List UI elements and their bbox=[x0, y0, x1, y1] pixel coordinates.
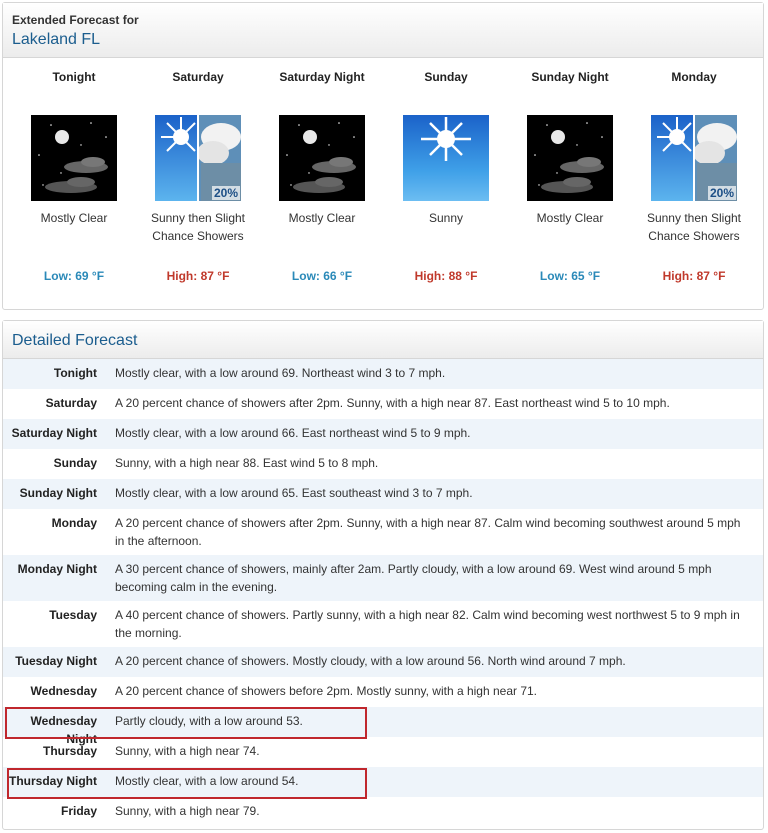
extended-forecast-subtitle: Extended Forecast for bbox=[12, 13, 139, 27]
period-temperature: High: 88 °F bbox=[414, 269, 478, 283]
forecast-row bbox=[3, 797, 763, 827]
row-label: Tuesday Night bbox=[15, 654, 97, 668]
location-title: Lakeland FL bbox=[12, 31, 101, 48]
detailed-forecast-panel bbox=[2, 320, 764, 830]
row-text: A 20 percent chance of showers before 2pm. Mostly sunny, with a high near 71. bbox=[115, 684, 538, 698]
night-clear-icon bbox=[279, 115, 365, 201]
precip-chance: 20% bbox=[709, 186, 734, 200]
period-description: Sunny then Slight Chance Showers bbox=[150, 211, 246, 243]
row-text: Sunny, with a high near 88. East wind 5 to 8 mph. bbox=[115, 456, 379, 470]
forecast-period[interactable] bbox=[260, 69, 384, 283]
row-label: Sunday bbox=[53, 456, 97, 470]
row-label: Thursday Night bbox=[8, 774, 97, 788]
period-name: Saturday Night bbox=[279, 70, 365, 84]
period-description: Mostly Clear bbox=[40, 211, 108, 225]
forecast-row bbox=[3, 389, 763, 419]
row-label: Monday bbox=[51, 516, 97, 530]
night-clear-icon bbox=[527, 115, 613, 201]
row-label: Wednesday Night bbox=[30, 714, 97, 746]
row-text: A 30 percent chance of showers, mainly after 2am. Partly cloudy, with a low around 69. West wind around 5 mph becoming calm in the evening. bbox=[115, 562, 712, 594]
forecast-row bbox=[3, 449, 763, 479]
period-name: Saturday bbox=[172, 70, 224, 84]
extended-forecast-header bbox=[3, 3, 763, 58]
precip-chance: 20% bbox=[213, 186, 238, 200]
row-text: A 20 percent chance of showers after 2pm. Sunny, with a high near 87. Calm wind becoming southwest around 5 mph in the afternoon. bbox=[115, 516, 741, 548]
period-temperature: High: 87 °F bbox=[662, 269, 726, 283]
row-label: Monday Night bbox=[17, 562, 97, 576]
period-description: Sunny then Slight Chance Showers bbox=[646, 211, 742, 243]
row-text: Sunny, with a high near 79. bbox=[115, 804, 260, 818]
sun-shower-icon bbox=[155, 115, 241, 201]
row-text: Sunny, with a high near 74. bbox=[115, 744, 260, 758]
forecast-row bbox=[3, 767, 763, 797]
forecast-row bbox=[3, 737, 763, 767]
row-text: Partly cloudy, with a low around 53. bbox=[115, 714, 303, 728]
row-label: Sunday Night bbox=[19, 486, 97, 500]
forecast-row bbox=[3, 479, 763, 509]
period-name: Tonight bbox=[52, 70, 96, 84]
forecast-period[interactable] bbox=[136, 69, 260, 283]
period-name: Sunday Night bbox=[531, 70, 609, 84]
period-temperature: Low: 65 °F bbox=[539, 269, 601, 283]
row-text: Mostly clear, with a low around 69. Northeast wind 3 to 7 mph. bbox=[115, 366, 446, 380]
forecast-row bbox=[3, 677, 763, 707]
row-label: Saturday Night bbox=[11, 426, 97, 440]
row-text: A 20 percent chance of showers after 2pm. Sunny, with a high near 87. East northeast wind 5 to 10 mph. bbox=[115, 396, 670, 410]
forecast-period[interactable] bbox=[384, 69, 508, 283]
row-text: A 20 percent chance of showers. Mostly cloudy, with a low around 56. North wind around 7 mph. bbox=[115, 654, 626, 668]
row-text: Mostly clear, with a low around 54. bbox=[115, 774, 299, 788]
row-label: Tonight bbox=[53, 366, 97, 380]
period-description: Sunny bbox=[428, 211, 464, 225]
forecast-row bbox=[3, 555, 763, 601]
forecast-row bbox=[3, 359, 763, 389]
period-temperature: Low: 66 °F bbox=[291, 269, 353, 283]
extended-forecast-panel bbox=[2, 2, 764, 310]
forecast-period[interactable] bbox=[508, 69, 632, 283]
row-label: Thursday bbox=[42, 744, 97, 758]
detailed-forecast-title: Detailed Forecast bbox=[3, 321, 763, 359]
row-label: Tuesday bbox=[49, 608, 97, 622]
row-text: A 40 percent chance of showers. Partly sunny, with a high near 82. Calm wind becoming west northwest 5 to 9 mph in the morning. bbox=[115, 608, 740, 640]
period-temperature: Low: 69 °F bbox=[43, 269, 105, 283]
forecast-row bbox=[3, 647, 763, 677]
period-description: Mostly Clear bbox=[288, 211, 356, 225]
forecast-row bbox=[3, 601, 763, 647]
row-label: Saturday bbox=[45, 396, 97, 410]
period-name: Sunday bbox=[424, 70, 468, 84]
row-label: Wednesday bbox=[30, 684, 97, 698]
period-description: Mostly Clear bbox=[536, 211, 604, 225]
row-text: Mostly clear, with a low around 66. East northeast wind 5 to 9 mph. bbox=[115, 426, 471, 440]
forecast-row bbox=[3, 419, 763, 449]
sunny-icon bbox=[403, 115, 489, 201]
forecast-row bbox=[3, 509, 763, 555]
period-name: Monday bbox=[671, 70, 717, 84]
forecast-period[interactable] bbox=[12, 69, 136, 283]
period-temperature: High: 87 °F bbox=[166, 269, 230, 283]
night-clear-icon bbox=[31, 115, 117, 201]
forecast-period[interactable] bbox=[632, 69, 756, 283]
row-text: Mostly clear, with a low around 65. East southeast wind 3 to 7 mph. bbox=[115, 486, 473, 500]
row-label: Friday bbox=[60, 804, 97, 818]
forecast-periods bbox=[12, 69, 756, 283]
sun-shower-icon bbox=[651, 115, 737, 201]
forecast-row bbox=[3, 707, 763, 746]
